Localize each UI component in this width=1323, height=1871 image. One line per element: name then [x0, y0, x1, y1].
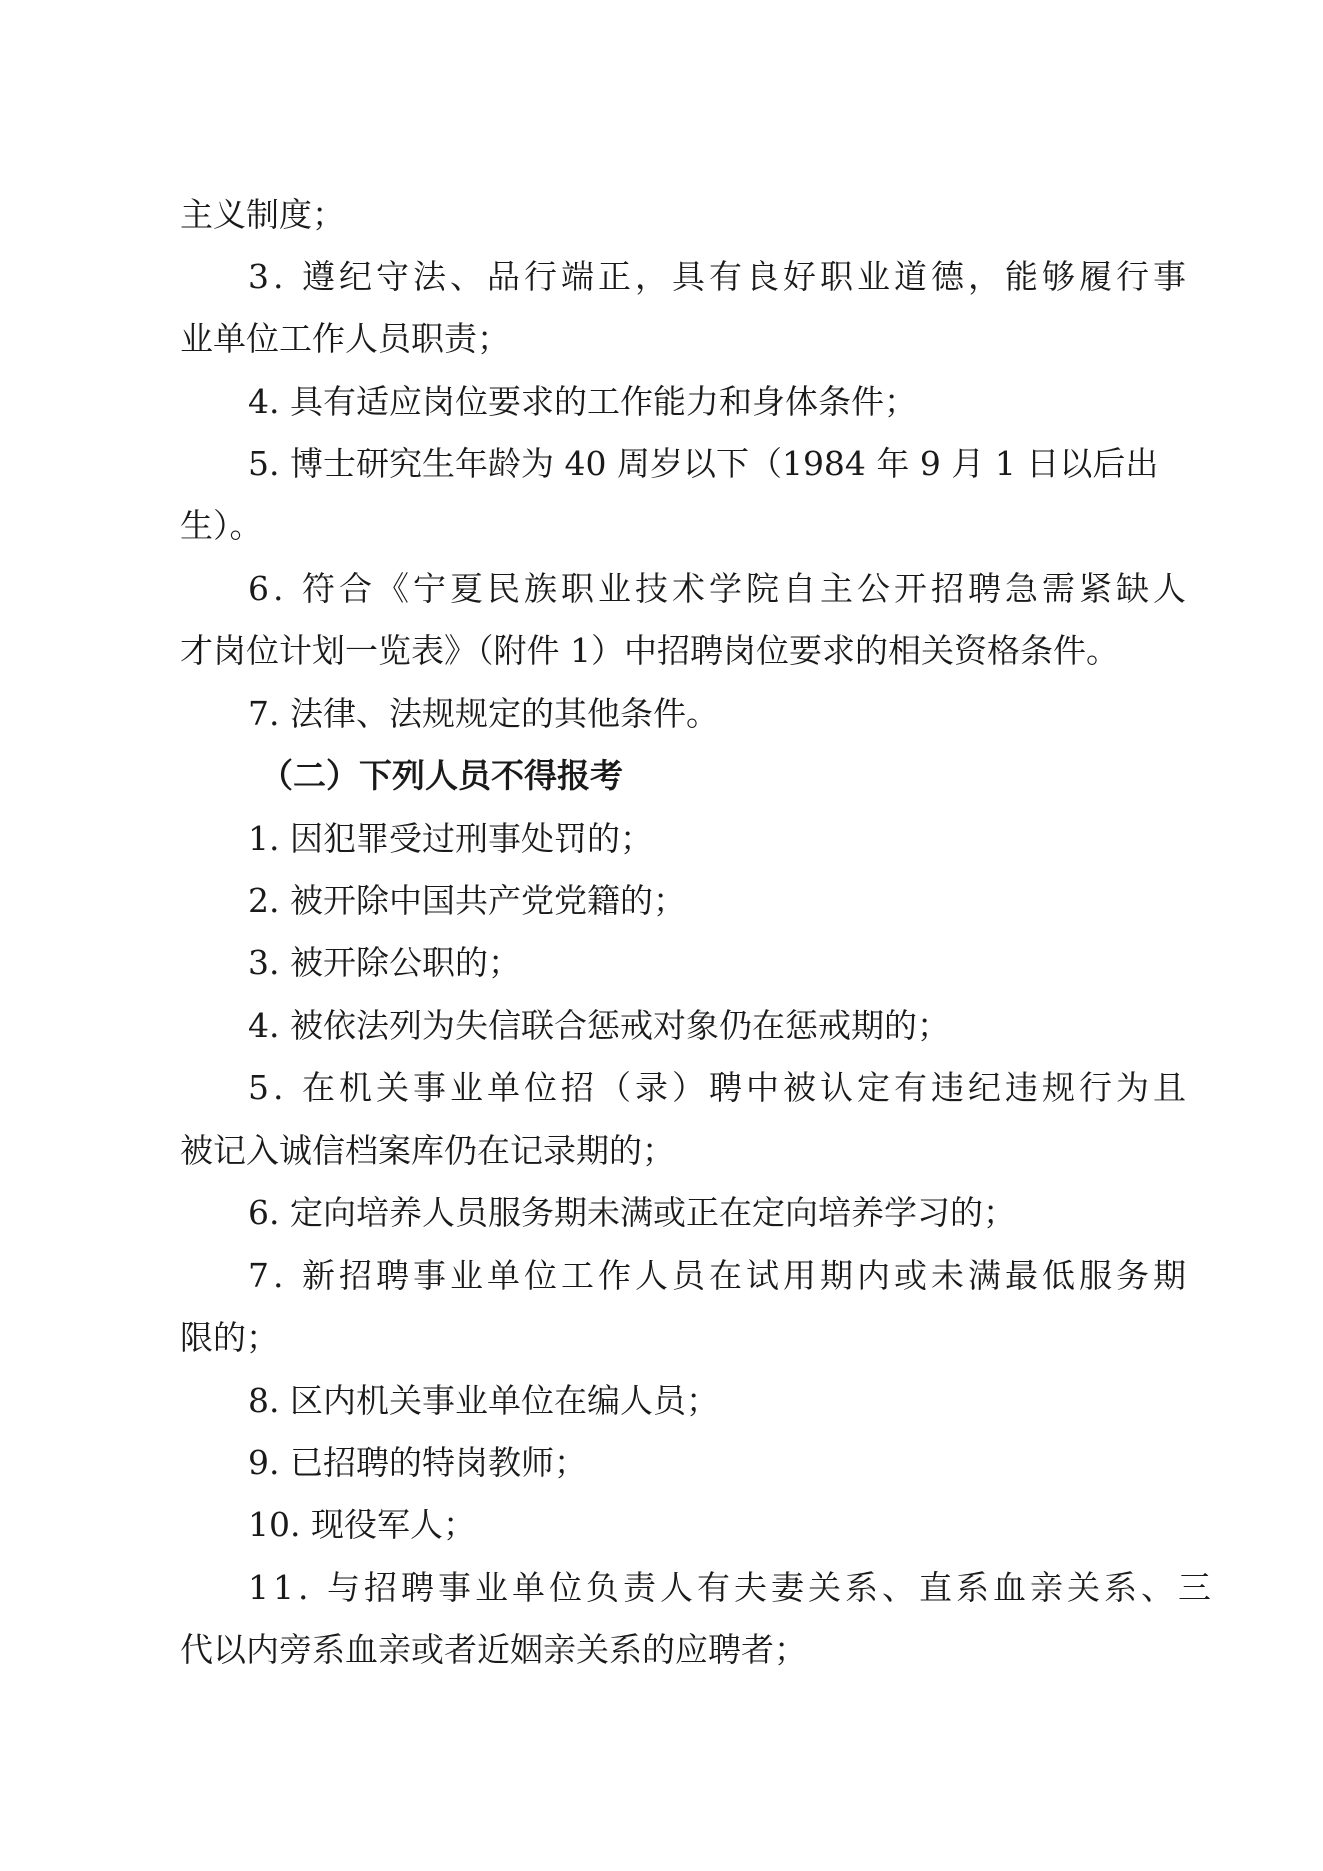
text-line: 被记入诚信档案库仍在记录期的；	[180, 1131, 675, 1170]
text-line: 3. 被开除公职的；	[248, 943, 521, 982]
text-line: 7. 新招聘事业单位工作人员在试用期内或未满最低服务期	[248, 1256, 1190, 1295]
section-heading: （二）下列人员不得报考	[260, 756, 623, 795]
text-line: 代以内旁系血亲或者近姻亲关系的应聘者；	[180, 1630, 807, 1669]
text-line: 6. 符合《宁夏民族职业技术学院自主公开招聘急需紧缺人	[248, 569, 1190, 608]
text-line: 业单位工作人员职责；	[180, 319, 510, 358]
text-line: 8. 区内机关事业单位在编人员；	[248, 1381, 719, 1420]
text-line: 4. 被依法列为失信联合惩戒对象仍在惩戒期的；	[248, 1006, 950, 1045]
text-line: 6. 定向培养人员服务期未满或正在定向培养学习的；	[248, 1193, 1016, 1232]
text-line: 11. 与招聘事业单位负责人有夫妻关系、直系血亲关系、三	[248, 1568, 1215, 1607]
text-line: 生）。	[180, 506, 263, 545]
text-line: 才岗位计划一览表》（附件 1）中招聘岗位要求的相关资格条件。	[180, 631, 1119, 670]
text-line: 1. 因犯罪受过刑事处罚的；	[248, 819, 653, 858]
text-line: 7. 法律、法规规定的其他条件。	[248, 694, 719, 733]
text-line: 5. 博士研究生年龄为 40 周岁以下（1984 年 9 月 1 日以后出	[248, 444, 1159, 483]
text-line: 4. 具有适应岗位要求的工作能力和身体条件；	[248, 382, 917, 421]
text-line: 5. 在机关事业单位招（录）聘中被认定有违纪违规行为且	[248, 1068, 1190, 1107]
text-line: 主义制度；	[180, 195, 345, 234]
text-line: 10. 现役军人；	[248, 1505, 476, 1544]
text-line: 限的；	[180, 1318, 279, 1357]
text-line: 3. 遵纪守法、品行端正，具有良好职业道德，能够履行事	[248, 257, 1190, 296]
text-line: 2. 被开除中国共产党党籍的；	[248, 881, 686, 920]
text-line: 9. 已招聘的特岗教师；	[248, 1443, 587, 1482]
